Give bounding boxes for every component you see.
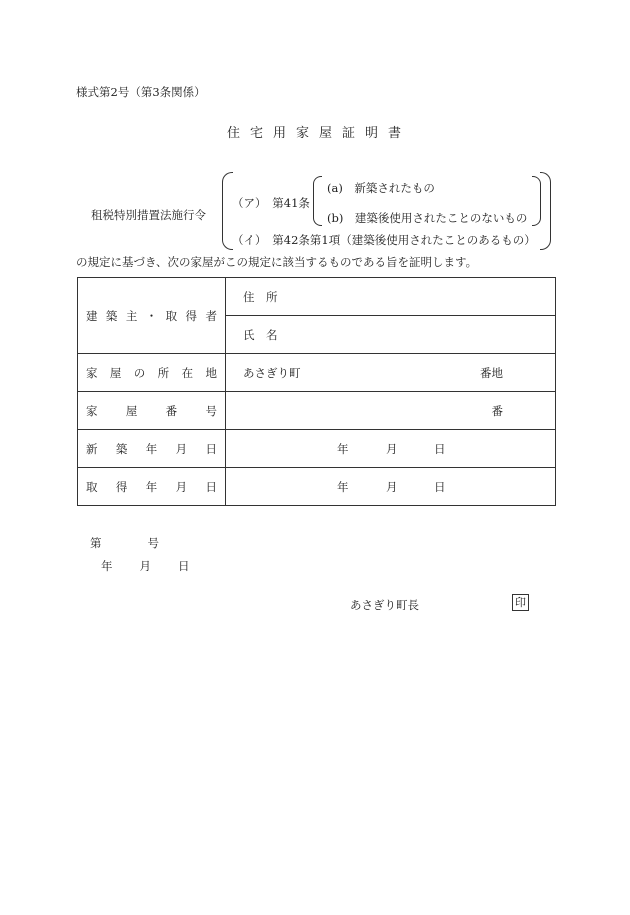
new-build-date-label-cell <box>78 430 226 468</box>
label-char: 日 <box>205 441 217 456</box>
label-char: 主 <box>125 308 138 323</box>
acquire-date-label-cell <box>78 468 226 506</box>
label-char: 年 <box>145 479 158 494</box>
article-42-label: （イ） 第42条第1項（建築後使用されたことのあるもの） <box>232 233 536 247</box>
table-row <box>78 430 556 468</box>
label-char: 屋 <box>109 365 122 380</box>
town-name: あさぎり町 <box>243 365 301 380</box>
label-char: 取 <box>165 308 178 323</box>
location-value <box>226 365 555 381</box>
year-label: 年 <box>337 441 349 456</box>
issuer-name: あさぎり町長 <box>350 598 419 612</box>
label-char: 屋 <box>125 403 138 418</box>
label-char: 築 <box>105 308 118 323</box>
table-row <box>78 354 556 392</box>
year-label: 年 <box>101 559 113 573</box>
label-char: 家 <box>86 365 98 380</box>
label-char: 築 <box>115 441 128 456</box>
house-number-label <box>78 403 225 419</box>
year-label: 年 <box>337 479 349 494</box>
house-number-label-cell <box>78 392 226 430</box>
label-char: 号 <box>205 403 217 418</box>
label-char: 月 <box>175 479 188 494</box>
month-label: 月 <box>386 441 398 456</box>
address-label: 住 所 <box>243 289 278 304</box>
location-cell[interactable] <box>226 354 556 392</box>
label-char: 所 <box>157 365 170 380</box>
large-right-bracket <box>540 172 551 250</box>
ban-suffix: 番 <box>491 403 503 418</box>
law-name: 租税特別措置法施行令 <box>91 208 206 222</box>
day-label: 日 <box>434 441 446 456</box>
name-label: 氏 名 <box>243 327 278 342</box>
day-label: 日 <box>178 559 190 573</box>
small-left-bracket <box>313 176 322 226</box>
document-title: 住宅用家屋証明書 <box>226 126 411 141</box>
house-number-cell[interactable] <box>226 392 556 430</box>
month-label: 月 <box>139 559 151 573</box>
label-char: 月 <box>175 441 188 456</box>
new-build-date-label <box>78 441 225 457</box>
label-char: 地 <box>205 365 217 380</box>
article-41-sub-b: (b) 建築後使用されたことのないもの <box>327 211 528 225</box>
acquire-date-label <box>78 479 225 495</box>
acquire-date-cell[interactable] <box>226 468 556 506</box>
label-char: 建 <box>86 308 98 323</box>
day-label: 日 <box>434 479 446 494</box>
location-label-cell <box>78 354 226 392</box>
builder-label-cell <box>78 278 226 354</box>
small-right-bracket <box>532 176 541 226</box>
label-char: 日 <box>205 479 217 494</box>
banchi-suffix: 番地 <box>480 365 503 380</box>
label-char: 新 <box>86 441 98 456</box>
month-label: 月 <box>386 479 398 494</box>
intro-statement: の規定に基づき、次の家屋がこの規定に該当するものである旨を証明します。 <box>76 255 478 269</box>
certificate-number <box>90 535 159 551</box>
location-label <box>78 365 225 381</box>
table-row <box>78 392 556 430</box>
label-char: 家 <box>86 403 98 418</box>
table-row <box>78 468 556 506</box>
label-char: 年 <box>145 441 158 456</box>
label-char: の <box>133 365 146 380</box>
certificate-table <box>77 277 556 506</box>
label-char: ・ <box>145 308 158 323</box>
table-row <box>78 278 556 316</box>
label-char: 番 <box>165 403 178 418</box>
label-char: 得 <box>115 479 128 494</box>
article-41-label: （ア） 第41条 <box>232 196 310 210</box>
builder-label <box>78 308 225 324</box>
name-cell[interactable] <box>226 316 556 354</box>
form-number: 様式第2号（第3条関係） <box>76 85 206 99</box>
issue-date <box>101 558 217 574</box>
new-build-date-cell[interactable] <box>226 430 556 468</box>
label-char: 得 <box>185 308 198 323</box>
article-41-sub-a: (a) 新築されたもの <box>327 181 435 195</box>
seal-mark: 印 <box>512 594 529 611</box>
label-char: 者 <box>205 308 217 323</box>
label-char: 在 <box>181 365 194 380</box>
number-prefix: 第 <box>90 536 102 550</box>
label-char: 取 <box>86 479 98 494</box>
number-suffix: 号 <box>147 536 159 550</box>
address-cell[interactable] <box>226 278 556 316</box>
